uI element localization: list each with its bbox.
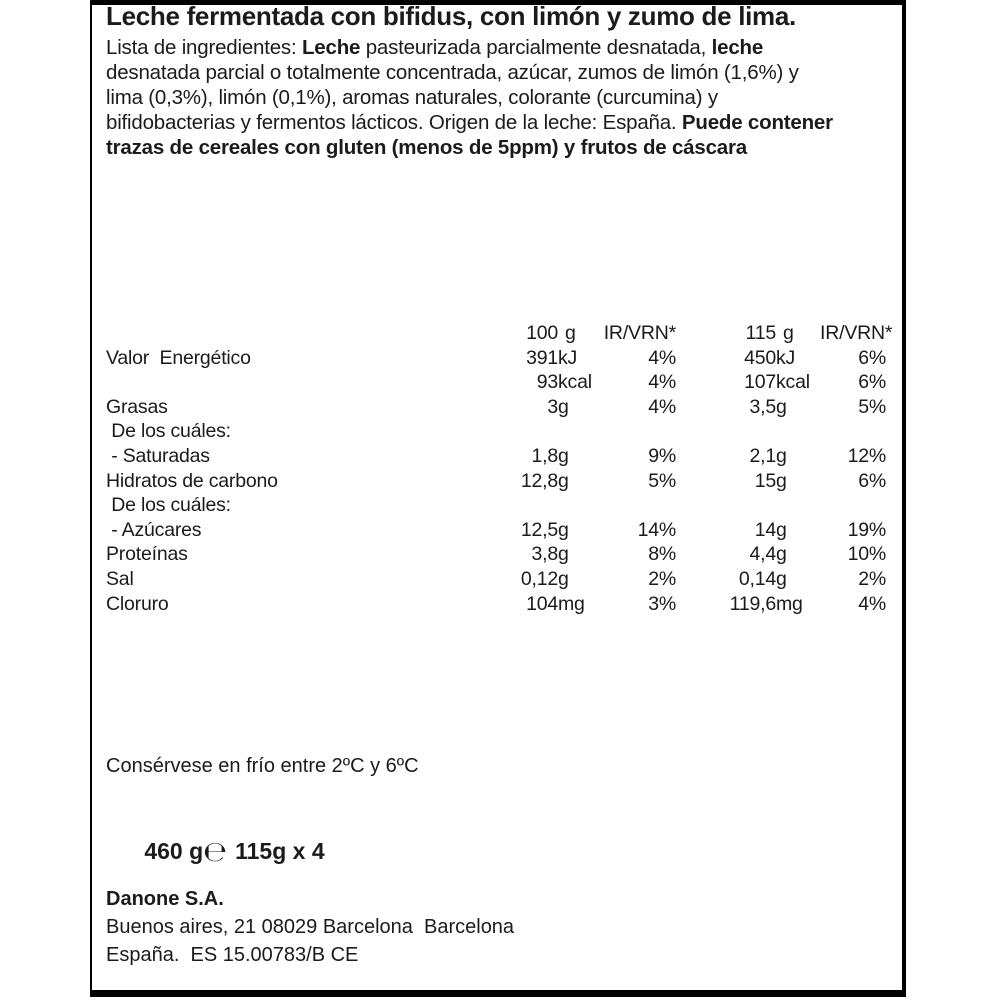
nutrition-row [106, 567, 892, 592]
nutrition-num1: 93 [536, 371, 558, 394]
nutrition-pct1: 4% [648, 346, 676, 369]
nutrition-label: Grasas [106, 395, 168, 418]
nutrition-unit2: g [776, 543, 787, 566]
ingredients-line [106, 35, 833, 60]
nutrition-num1: 12,8 [520, 469, 558, 492]
ingredients-line [106, 60, 833, 85]
nutrition-pct2: 10% [847, 543, 886, 566]
nutrition-unit2 [776, 493, 820, 518]
serving-size-115g: 115 [745, 322, 776, 344]
ingredient-segment: leche [711, 36, 764, 59]
nutrition-unit2: g [776, 518, 787, 541]
nutrition-row [106, 518, 892, 543]
nutrition-row [106, 469, 892, 494]
serving-size-100g: 100 [526, 322, 558, 344]
nutrition-pct2: 6% [858, 346, 886, 369]
nutrition-label: Sal [106, 567, 134, 590]
nutrition-pct1: 14% [637, 518, 676, 541]
nutrition-unit2: g [776, 395, 787, 418]
nutrition-num1: 391 [526, 346, 558, 369]
nutrition-num2: 3,5 [749, 395, 776, 418]
nutrition-pct1: 4% [648, 371, 676, 394]
nutrition-unit1: mg [558, 592, 585, 615]
nutrition-row [106, 370, 892, 395]
nutrition-num2: 119,6 [729, 592, 776, 615]
nutrition-label: Proteínas [106, 543, 188, 566]
nutrition-unit1: g [558, 567, 569, 590]
nutrition-num2: 14 [754, 518, 776, 541]
nutrition-row [106, 395, 892, 420]
nutrition-row [106, 542, 892, 567]
nutrition-header-spacer [106, 321, 454, 346]
manufacturer-block [106, 885, 514, 969]
nutrition-label: Valor Energético [106, 346, 251, 369]
ingredient-segment: Leche [301, 36, 361, 59]
net-weight-per-unit: 115g x 4 [235, 838, 325, 864]
net-weight-total: 460 g [144, 838, 204, 864]
ingredient-segment: pasteurizada parcialmente desnatada, [360, 36, 712, 59]
nutrition-pct2: 2% [858, 567, 886, 590]
nutrition-num1: 0,12 [520, 567, 558, 590]
nutrition-num1 [454, 493, 558, 518]
nutrition-num2: 0,14 [738, 567, 776, 590]
nutrition-label: Cloruro [106, 592, 169, 615]
manufacturer-address: Buenos aires, 21 08029 Barcelona Barcelona [106, 916, 515, 938]
nutrition-pct2 [820, 419, 886, 444]
nutrition-pct1: 4% [648, 395, 676, 418]
nutrition-pct2: 5% [858, 395, 886, 418]
ingredients-paragraph [106, 35, 833, 160]
nutrition-pct2: 12% [847, 444, 886, 467]
storage-instructions: Consérvese en frío entre 2ºC y 6ºC [106, 755, 419, 777]
nutrition-pct1: 8% [648, 543, 676, 566]
nutrition-unit1: kJ [558, 346, 578, 369]
nutrition-unit2 [776, 419, 820, 444]
nutrition-num2: 107 [744, 371, 776, 394]
ingredient-segment: Puede contener [681, 111, 833, 134]
nutrition-row [106, 346, 892, 371]
nutrition-header-row [106, 321, 892, 346]
ingredient-segment: trazas de cereales con gluten (menos de 5ppm) y frutos de cáscara [106, 136, 747, 159]
nutrition-num1 [454, 419, 558, 444]
nutrition-unit1 [558, 493, 602, 518]
nutrition-num2 [676, 419, 776, 444]
label-border-box [90, 0, 906, 997]
nutrition-unit2: g [776, 567, 787, 590]
nutrition-pct2 [820, 493, 886, 518]
estimated-sign-icon: ℮ [203, 835, 228, 868]
ingredients-line [106, 85, 833, 110]
nutrition-unit2: g [776, 469, 787, 492]
nutrition-num2 [676, 493, 776, 518]
ingredient-segment: Lista de ingredientes: [106, 36, 302, 59]
nutrition-num2: 4,4 [749, 543, 776, 566]
nutrition-unit1: g [558, 395, 569, 418]
nutrition-unit1 [558, 419, 602, 444]
nutrition-label: - Saturadas [106, 444, 210, 467]
nutrition-pct1 [602, 419, 676, 444]
nutrition-unit1: g [558, 518, 569, 541]
nutrition-pct1: 3% [648, 592, 676, 615]
manufacturer-registration: España. ES 15.00783/B CE [106, 944, 359, 966]
ingredient-segment: bifidobacterias y fermentos lácticos. Origen de la leche: España. [106, 111, 682, 134]
nutrition-num1: 3 [547, 395, 558, 418]
serving-unit-115g: g [783, 322, 794, 344]
nutrition-row [106, 419, 892, 444]
nutrition-label [106, 370, 454, 395]
product-title: Leche fermentada con bifidus, con limón y zumo de lima. [106, 1, 796, 31]
nutrition-unit1: kcal [558, 371, 592, 394]
nutrition-unit2: g [776, 444, 787, 467]
nutrition-num1: 12,5 [520, 518, 558, 541]
nutrition-unit1: g [558, 444, 569, 467]
ingredients-line [106, 110, 833, 135]
nutrition-unit2: kcal [776, 371, 810, 394]
nutrition-num1: 1,8 [531, 444, 558, 467]
nutrition-unit2: mg [776, 592, 803, 615]
nutrition-unit1: g [558, 543, 569, 566]
nutrition-label: - Azúcares [106, 518, 202, 541]
nutrition-pct2: 19% [847, 518, 886, 541]
nutrition-num1: 3,8 [531, 543, 558, 566]
ingredients-line [106, 135, 833, 160]
nutrition-rows [106, 346, 892, 617]
net-weight [106, 808, 325, 895]
nutrition-num1: 104 [526, 592, 558, 615]
manufacturer-name: Danone S.A. [106, 888, 224, 910]
ingredient-segment: lima (0,3%), limón (0,1%), aromas naturales, colorante (curcumina) y [106, 86, 718, 109]
nutrition-num2: 450 [744, 346, 776, 369]
nutrition-pct2: 6% [858, 371, 886, 394]
nutrition-pct1: 9% [648, 444, 676, 467]
nutrition-unit2: kJ [776, 346, 796, 369]
ingredient-segment: desnatada parcial o totalmente concentrada, azúcar, zumos de limón (1,6%) y [106, 61, 799, 84]
nutrition-row [106, 592, 892, 617]
nutrition-pct2: 4% [858, 592, 886, 615]
nutrition-pct1: 5% [648, 469, 676, 492]
nutrition-label: Hidratos de carbono [106, 469, 278, 492]
ir-vrn-header-100g: IR/VRN* [603, 322, 676, 344]
nutrition-row [106, 493, 892, 518]
nutrition-pct1 [602, 493, 676, 518]
nutrition-num2: 15 [754, 469, 776, 492]
serving-unit-100g: g [565, 322, 576, 344]
nutrition-num2: 2,1 [749, 444, 776, 467]
nutrition-row [106, 444, 892, 469]
nutrition-pct2: 6% [858, 469, 886, 492]
nutrition-unit1: g [558, 469, 569, 492]
nutrition-pct1: 2% [648, 567, 676, 590]
nutrition-label: De los cuáles: [106, 420, 231, 443]
ir-vrn-header-115g: IR/VRN* [820, 322, 893, 344]
nutrition-label: De los cuáles: [106, 494, 231, 517]
nutrition-table [106, 321, 892, 616]
